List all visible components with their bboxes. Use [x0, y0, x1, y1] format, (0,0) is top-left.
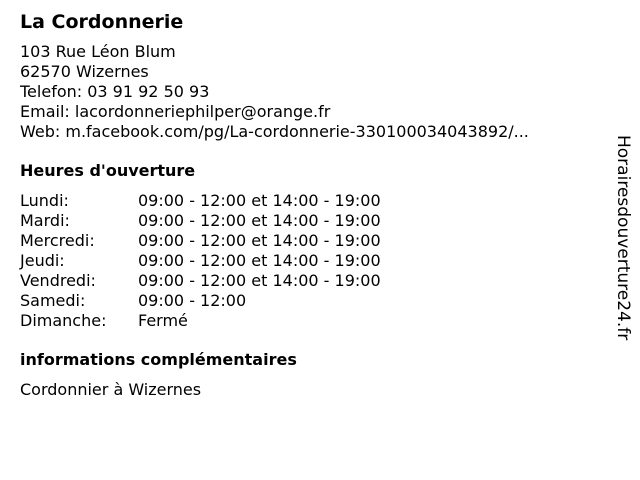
hours-day: Samedi:: [20, 291, 86, 310]
hours-day: Lundi:: [20, 191, 69, 210]
extra-info-title: informations complémentaires: [20, 350, 297, 369]
hours-time: 09:00 - 12:00 et 14:00 - 19:00: [138, 271, 381, 290]
hours-row-mardi: [20, 211, 600, 231]
hours-row-vendredi: [20, 271, 600, 291]
hours-day: Vendredi:: [20, 271, 96, 290]
hours-title: Heures d'ouverture: [20, 161, 196, 180]
address-line-2: 62570 Wizernes: [20, 62, 149, 81]
hours-time: 09:00 - 12:00 et 14:00 - 19:00: [138, 211, 381, 230]
hours-time: 09:00 - 12:00 et 14:00 - 19:00: [138, 231, 381, 250]
phone-line: Telefon: 03 91 92 50 93: [20, 82, 210, 101]
hours-day: Dimanche:: [20, 311, 107, 330]
hours-row-jeudi: [20, 251, 600, 271]
address-line-1: 103 Rue Léon Blum: [20, 42, 176, 61]
extra-info-text: Cordonnier à Wizernes: [20, 380, 202, 399]
web-line: Web: m.facebook.com/pg/La-cordonnerie-330100034043892/...: [20, 122, 529, 141]
hours-row-dimanche: [20, 311, 600, 331]
hours-time: 09:00 - 12:00 et 14:00 - 19:00: [138, 191, 381, 210]
brand-watermark-text: Horairesdouverture24.fr: [613, 135, 633, 341]
email-line: Email: lacordonneriephilper@orange.fr: [20, 102, 331, 121]
hours-time: 09:00 - 12:00: [138, 291, 247, 310]
hours-day: Mercredi:: [20, 231, 95, 250]
hours-table: [20, 191, 600, 331]
hours-time: 09:00 - 12:00 et 14:00 - 19:00: [138, 251, 381, 270]
hours-time: Fermé: [138, 311, 188, 330]
hours-row-lundi: [20, 191, 600, 211]
business-name: La Cordonnerie: [20, 11, 184, 33]
hours-day: Mardi:: [20, 211, 70, 230]
business-card: [20, 10, 600, 400]
hours-row-mercredi: [20, 231, 600, 251]
hours-row-samedi: [20, 291, 600, 311]
hours-day: Jeudi:: [20, 251, 65, 270]
